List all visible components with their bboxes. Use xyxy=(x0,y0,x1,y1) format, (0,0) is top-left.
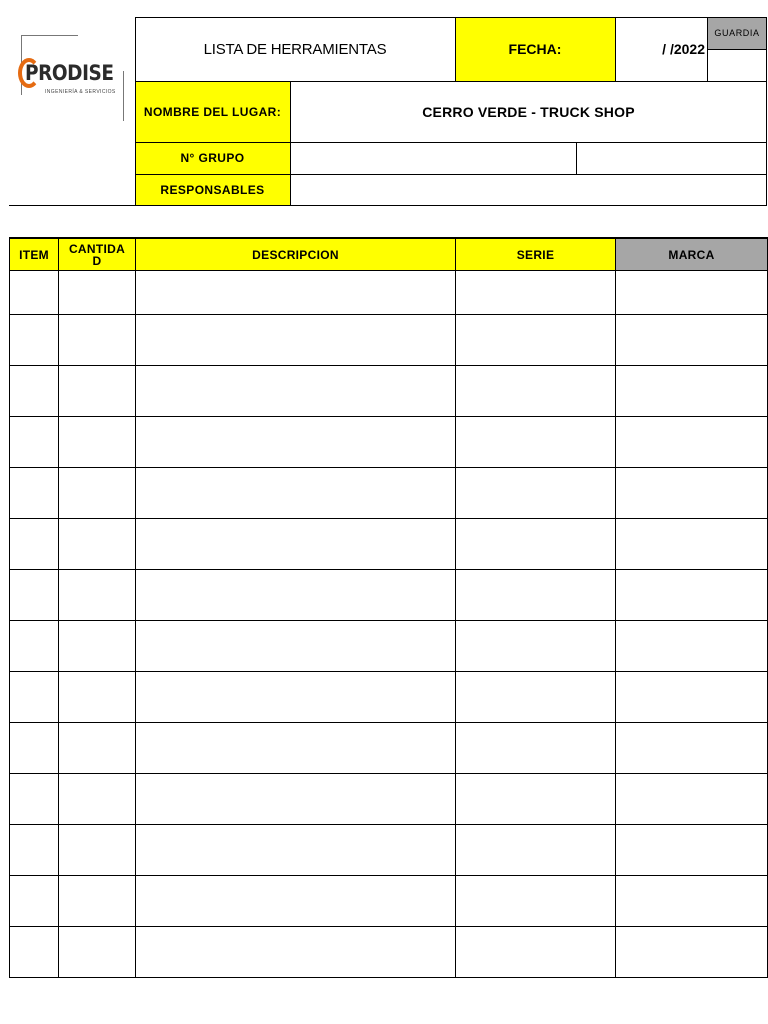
cell-descripcion[interactable] xyxy=(136,825,456,876)
form-title: LISTA DE HERRAMIENTAS xyxy=(203,40,387,58)
cell-serie[interactable] xyxy=(456,315,616,366)
cell-item[interactable] xyxy=(10,774,59,825)
cell-serie[interactable] xyxy=(456,825,616,876)
cell-item[interactable] xyxy=(10,366,59,417)
cell-item[interactable] xyxy=(10,570,59,621)
col-cantidad-line1: CANTIDA xyxy=(68,241,126,256)
cell-marca[interactable] xyxy=(616,271,768,315)
table-row xyxy=(10,468,768,519)
cell-serie[interactable] xyxy=(456,519,616,570)
fecha-label: FECHA: xyxy=(455,17,615,81)
cell-cantidad[interactable] xyxy=(59,366,136,417)
date-field[interactable]: / /2022 xyxy=(662,41,705,57)
logo-wordmark: PRODISE xyxy=(25,61,114,85)
cell-serie[interactable] xyxy=(456,271,616,315)
table-row xyxy=(10,621,768,672)
guardia-label: GUARDIA xyxy=(707,17,767,49)
cell-marca[interactable] xyxy=(616,723,768,774)
place-label: NOMBRE DEL LUGAR: xyxy=(135,81,290,142)
place-value[interactable]: CERRO VERDE - TRUCK SHOP xyxy=(422,103,635,120)
cell-cantidad[interactable] xyxy=(59,774,136,825)
cell-serie[interactable] xyxy=(456,468,616,519)
cell-item[interactable] xyxy=(10,468,59,519)
cell-descripcion[interactable] xyxy=(136,417,456,468)
guardia-field[interactable] xyxy=(707,49,767,81)
cell-marca[interactable] xyxy=(616,315,768,366)
cell-serie[interactable] xyxy=(456,927,616,978)
cell-serie[interactable] xyxy=(456,570,616,621)
cell-descripcion[interactable] xyxy=(136,570,456,621)
table-row xyxy=(10,315,768,366)
cell-marca[interactable] xyxy=(616,672,768,723)
grupo-label: N° GRUPO xyxy=(135,142,290,174)
cell-serie[interactable] xyxy=(456,876,616,927)
table-row xyxy=(10,723,768,774)
cell-descripcion[interactable] xyxy=(136,672,456,723)
cell-cantidad[interactable] xyxy=(59,570,136,621)
cell-descripcion[interactable] xyxy=(136,366,456,417)
cell-marca[interactable] xyxy=(616,825,768,876)
cell-item[interactable] xyxy=(10,621,59,672)
logo-subtext: INGENIERÍA & SERVICIOS xyxy=(45,89,116,95)
cell-marca[interactable] xyxy=(616,570,768,621)
tools-table xyxy=(9,237,768,978)
col-descripcion: DESCRIPCION xyxy=(136,238,456,271)
cell-descripcion[interactable] xyxy=(136,876,456,927)
cell-cantidad[interactable] xyxy=(59,519,136,570)
cell-serie[interactable] xyxy=(456,621,616,672)
col-item: ITEM xyxy=(10,238,59,271)
cell-descripcion[interactable] xyxy=(136,315,456,366)
cell-item[interactable] xyxy=(10,723,59,774)
cell-descripcion[interactable] xyxy=(136,519,456,570)
cell-marca[interactable] xyxy=(616,621,768,672)
grupo-extra-field[interactable] xyxy=(576,142,767,174)
cell-cantidad[interactable] xyxy=(59,417,136,468)
responsables-label: RESPONSABLES xyxy=(135,174,290,206)
col-cantidad xyxy=(59,238,136,271)
form-header xyxy=(9,17,767,206)
cell-marca[interactable] xyxy=(616,774,768,825)
grupo-field[interactable] xyxy=(290,142,576,174)
table-row xyxy=(10,825,768,876)
cell-descripcion[interactable] xyxy=(136,621,456,672)
cell-cantidad[interactable] xyxy=(59,315,136,366)
cell-item[interactable] xyxy=(10,927,59,978)
cell-marca[interactable] xyxy=(616,927,768,978)
table-row xyxy=(10,366,768,417)
table-row xyxy=(10,927,768,978)
cell-descripcion[interactable] xyxy=(136,271,456,315)
cell-item[interactable] xyxy=(10,876,59,927)
table-row xyxy=(10,570,768,621)
responsables-field[interactable] xyxy=(290,174,767,206)
cell-marca[interactable] xyxy=(616,366,768,417)
cell-serie[interactable] xyxy=(456,366,616,417)
cell-cantidad[interactable] xyxy=(59,876,136,927)
company-logo xyxy=(13,31,130,133)
table-row xyxy=(10,519,768,570)
table-row xyxy=(10,876,768,927)
cell-cantidad[interactable] xyxy=(59,723,136,774)
cell-cantidad[interactable] xyxy=(59,927,136,978)
cell-cantidad[interactable] xyxy=(59,825,136,876)
col-marca: MARCA xyxy=(616,238,768,271)
col-serie: SERIE xyxy=(456,238,616,271)
cell-serie[interactable] xyxy=(456,723,616,774)
table-row xyxy=(10,271,768,315)
table-row xyxy=(10,417,768,468)
table-header-row xyxy=(10,238,768,271)
cell-cantidad[interactable] xyxy=(59,672,136,723)
cell-cantidad[interactable] xyxy=(59,621,136,672)
cell-serie[interactable] xyxy=(456,417,616,468)
cell-marca[interactable] xyxy=(616,417,768,468)
cell-descripcion[interactable] xyxy=(136,927,456,978)
col-cantidad-line2: D xyxy=(92,253,102,268)
cell-cantidad[interactable] xyxy=(59,468,136,519)
cell-marca[interactable] xyxy=(616,876,768,927)
table-row xyxy=(10,774,768,825)
cell-descripcion[interactable] xyxy=(136,774,456,825)
cell-serie[interactable] xyxy=(456,672,616,723)
table-row xyxy=(10,672,768,723)
cell-item[interactable] xyxy=(10,315,59,366)
cell-marca[interactable] xyxy=(616,519,768,570)
cell-item[interactable] xyxy=(10,825,59,876)
cell-descripcion[interactable] xyxy=(136,723,456,774)
cell-item[interactable] xyxy=(10,417,59,468)
cell-item[interactable] xyxy=(10,271,59,315)
cell-marca[interactable] xyxy=(616,468,768,519)
cell-item[interactable] xyxy=(10,519,59,570)
cell-descripcion[interactable] xyxy=(136,468,456,519)
cell-serie[interactable] xyxy=(456,774,616,825)
cell-item[interactable] xyxy=(10,672,59,723)
cell-cantidad[interactable] xyxy=(59,271,136,315)
